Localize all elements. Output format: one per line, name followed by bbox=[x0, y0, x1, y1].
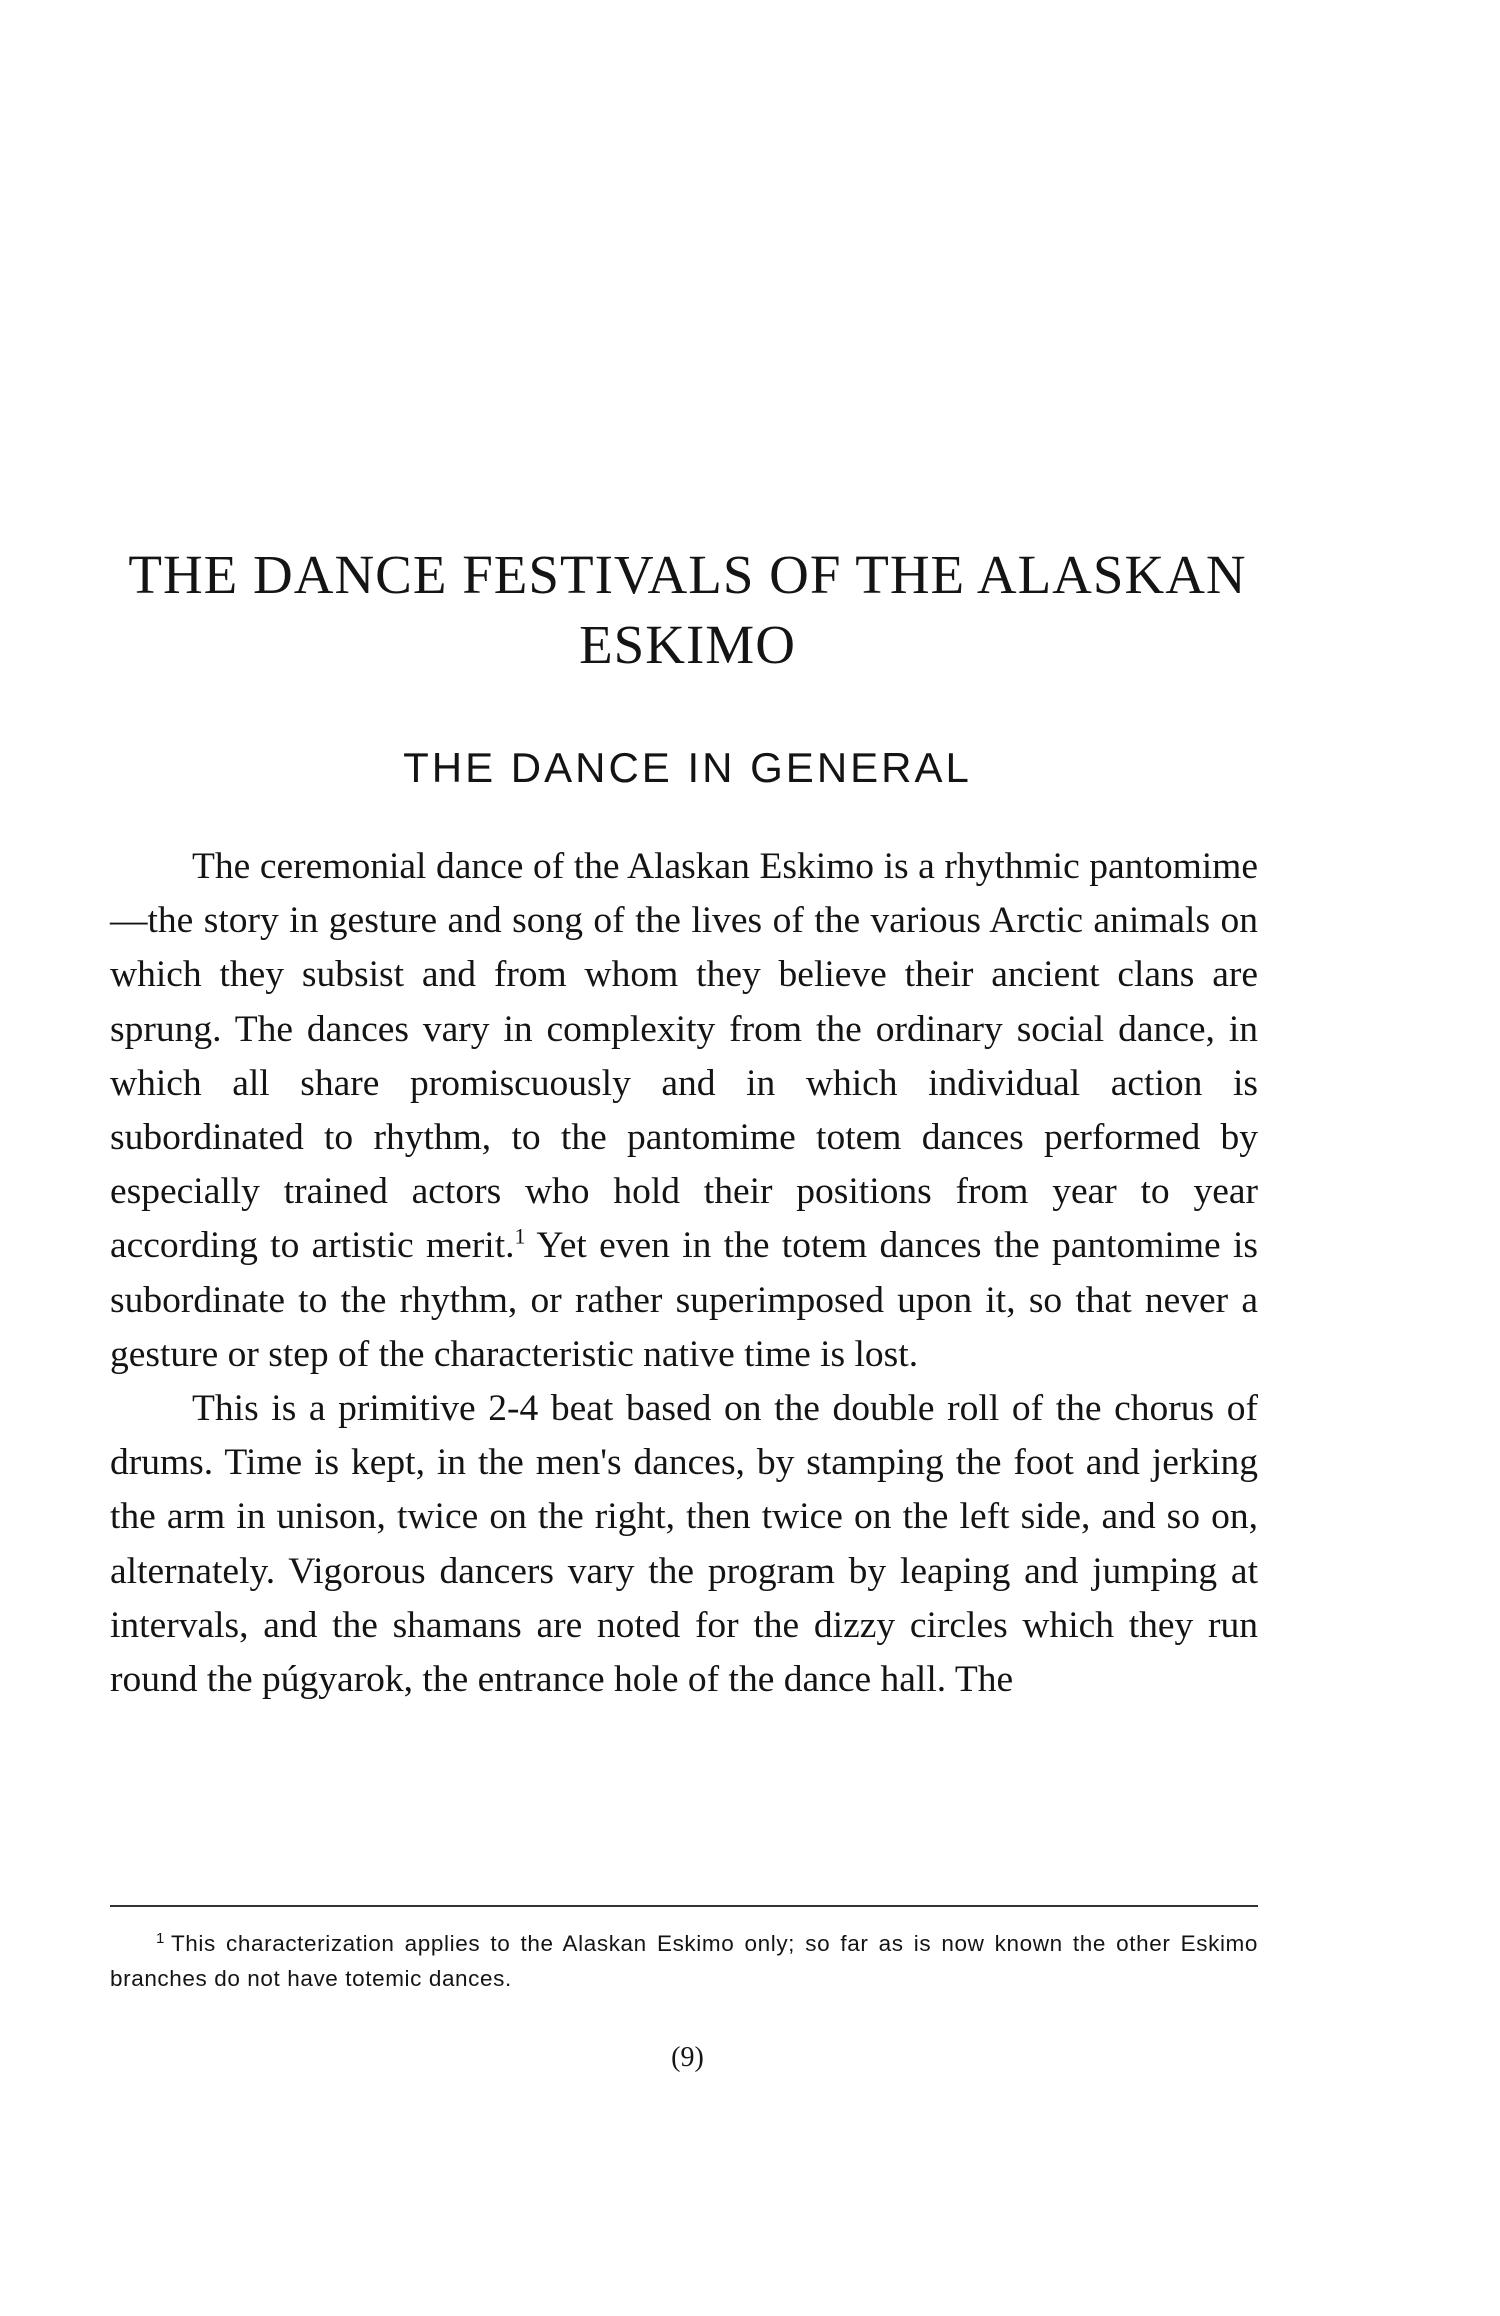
footnote-reference[interactable]: 1 bbox=[514, 1223, 526, 1249]
paragraph-2: This is a primitive 2-4 beat based on the double roll of the chorus of drums. Time is kept, in the men's dances, by stamping the foot and jerking the arm in unison, twice on the right, then twice on the left side, and so on, alternately. Vigorous dancers vary the program by leaping and jumping at intervals, and the shamans are noted for the dizzy circles which they run round the púgyarok, the entrance hole of the dance hall. The bbox=[110, 1388, 1258, 1701]
chapter-title-line-1: THE DANCE FESTIVALS OF THE ALASKAN bbox=[128, 544, 1247, 605]
body-text bbox=[110, 840, 1258, 1707]
page-number: (9) bbox=[671, 2042, 704, 2073]
paragraph-1-text-a: The ceremonial dance of the Alaskan Eskimo is a rhythmic pantomime—the story in gesture and song of the lives of the various Arctic animals on which they subsist and from whom they believe their ancient clans are sprung. The dances vary in complexity from the ordinary social dance, in which all share promiscuously and in which individual action is subordinated to rhythm, to the pantomime totem dances performed by especially trained actors who hold their positions from year to year according to artistic merit. bbox=[110, 846, 1258, 1267]
chapter-title-line-2: ESKIMO bbox=[579, 614, 796, 675]
paragraph-1 bbox=[110, 840, 1258, 1382]
footnote-divider bbox=[110, 1905, 1258, 1907]
paragraph-1-text-b: Yet even in the totem dances the pantomime is subordinate to the rhythm, or rather superimposed upon it, so that never a gesture or step of the characteristic native time is lost. bbox=[110, 1225, 1258, 1375]
footnote-text: This characterization applies to the Alaskan Eskimo only; so far as is now known the other Eskimo branches do not have totemic dances. bbox=[110, 1931, 1258, 1991]
section-heading: THE DANCE IN GENERAL bbox=[403, 744, 972, 791]
footnote: 1 This characterization applies to the Alaskan Eskimo only; so far as is now known the other Eskimo branches do not have totemic dances. bbox=[110, 1929, 1258, 1991]
